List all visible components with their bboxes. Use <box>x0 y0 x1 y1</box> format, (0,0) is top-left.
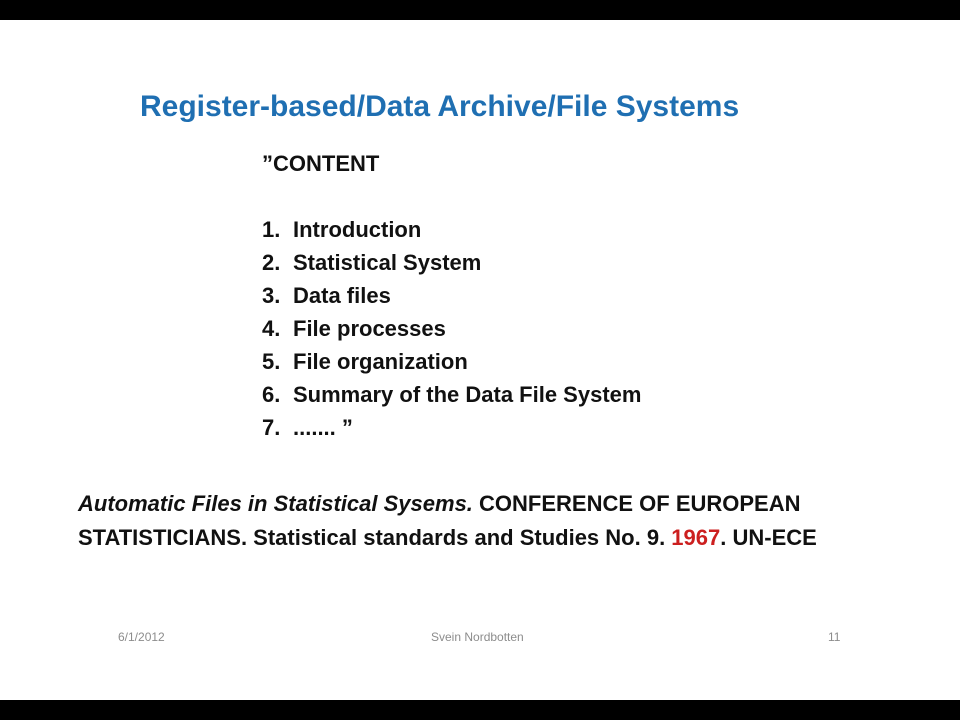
footer-author: Svein Nordbotten <box>431 630 524 644</box>
list-item-number: 6. <box>262 382 281 407</box>
citation-title: Automatic Files in Statistical Sysems. <box>78 491 473 516</box>
citation-year: 1967 <box>671 525 721 550</box>
footer-date: 6/1/2012 <box>118 630 165 644</box>
citation-body: CONFERENCE OF EUROPEAN STATISTICIANS. Statistical standards and Studies No. 9. <box>78 491 801 550</box>
list-item <box>262 345 641 378</box>
slide <box>0 20 960 700</box>
footer-page-number: 11 <box>828 630 841 644</box>
list-item-text: File organization <box>293 349 468 374</box>
citation-end: . UN-ECE <box>720 525 817 550</box>
list-item-number: 5. <box>262 349 281 374</box>
list-item-text: Statistical System <box>293 250 482 275</box>
list-item-text: File processes <box>293 316 446 341</box>
list-item <box>262 411 641 444</box>
list-item-number: 4. <box>262 316 281 341</box>
list-item-text: Introduction <box>293 217 422 242</box>
list-item-number: 7. <box>262 415 281 440</box>
list-item-text: Data files <box>293 283 391 308</box>
list-item-number: 1. <box>262 217 281 242</box>
list-item <box>262 279 641 312</box>
list-item-number: 3. <box>262 283 281 308</box>
list-item-text: Summary of the Data File System <box>293 382 642 407</box>
list-item-text: ....... ” <box>293 415 353 440</box>
list-item <box>262 246 641 279</box>
slide-title: Register-based/Data Archive/File Systems <box>140 90 740 123</box>
list-item <box>262 312 641 345</box>
list-item <box>262 213 641 246</box>
content-heading: ”CONTENT <box>262 151 380 176</box>
content-list <box>262 213 641 444</box>
list-item-number: 2. <box>262 250 281 275</box>
list-item <box>262 378 641 411</box>
content-block <box>262 147 641 444</box>
citation <box>78 487 878 555</box>
